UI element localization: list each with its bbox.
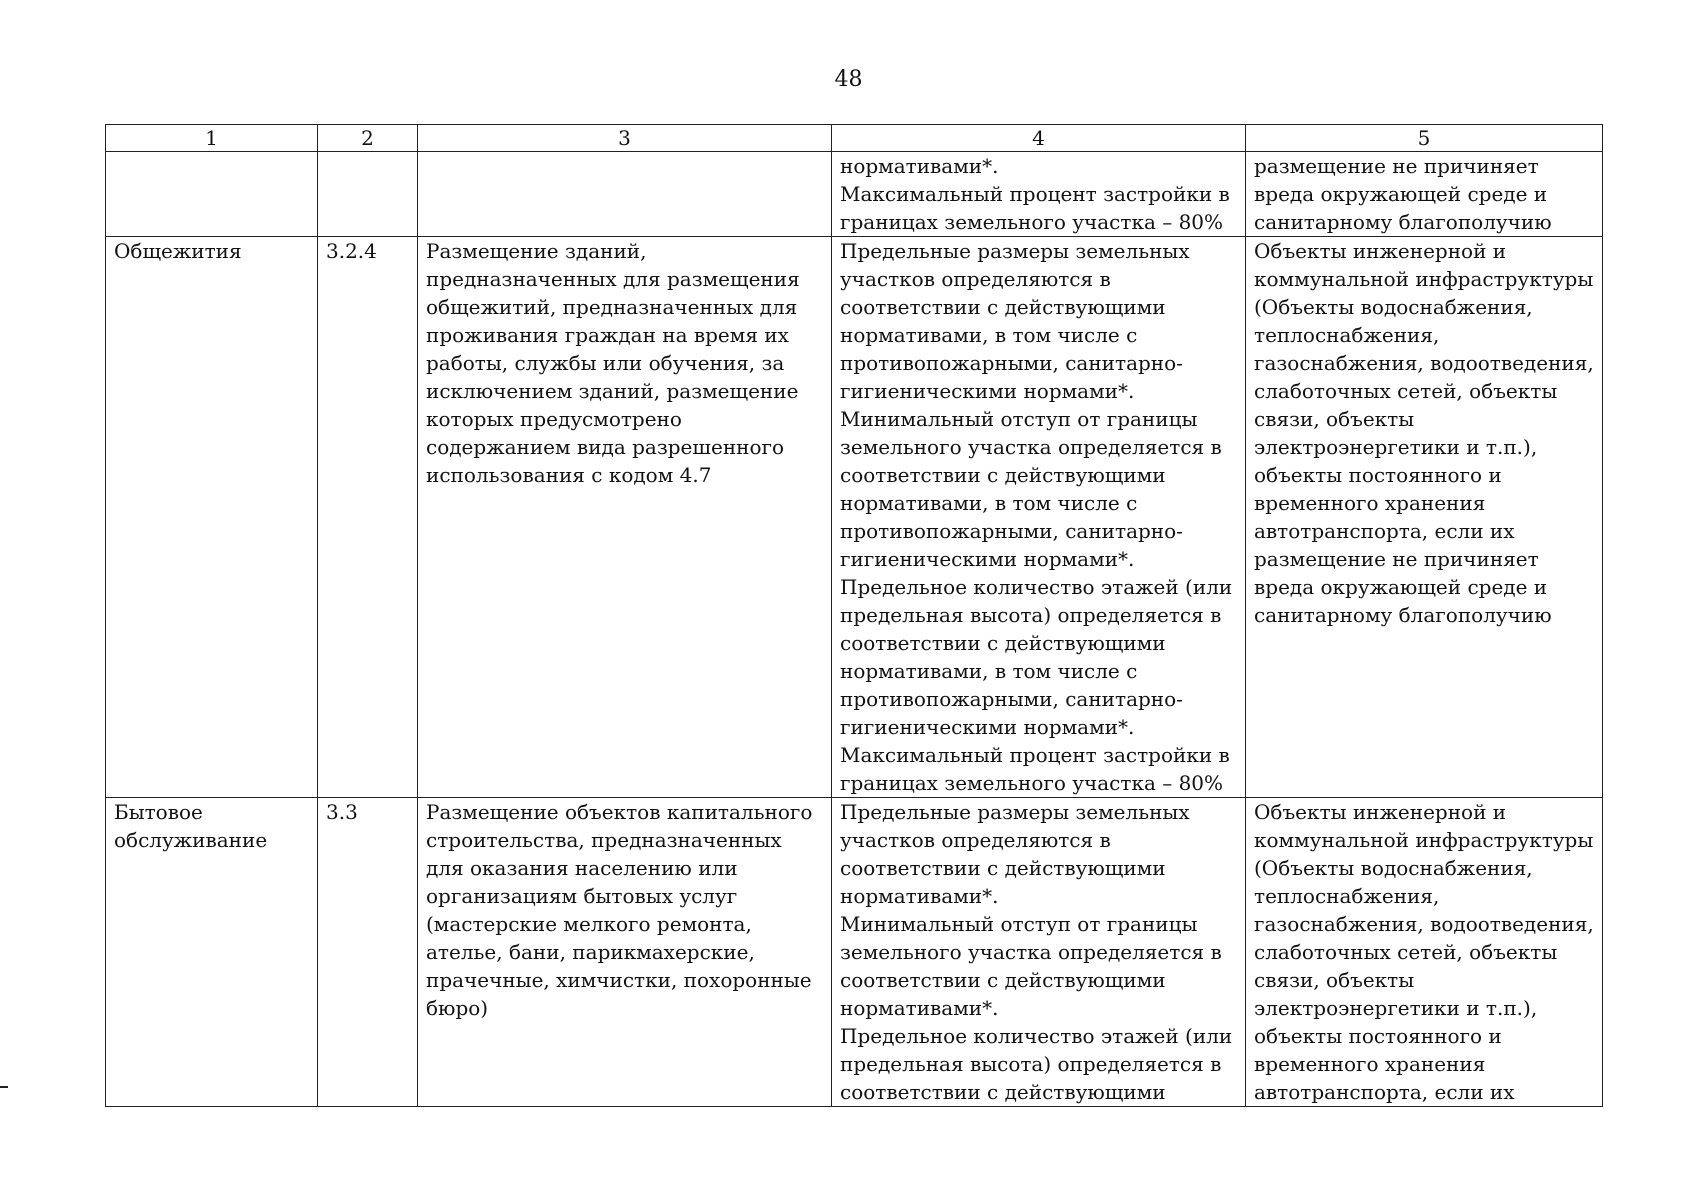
cell-auxiliary-uses: размещение не причиняет вреда окружающей среде и санитарному благополучию bbox=[1246, 152, 1603, 237]
column-header-3: 3 bbox=[418, 125, 832, 152]
parameter-paragraph: Предельное количество этажей (или предельная высота) определяется в соответствии с действующими bbox=[840, 1024, 1233, 1104]
cell-auxiliary-uses: Объекты инженерной и коммунальной инфраструктуры (Объекты водоснабжения, теплоснабжения, газоснабжения, водоотведения, слаботочных сетей, объекты связи, объекты электроэнергетики и т.п.), объекты постоянного и временного хранения автотранспорта, если их размещение не причиняет вреда окружающей среде и санитарному благополучию bbox=[1246, 237, 1603, 798]
table-header-row bbox=[106, 125, 1603, 152]
edge-mark bbox=[0, 1086, 8, 1088]
page-number: 48 bbox=[834, 67, 863, 92]
parameter-paragraph: Предельные размеры земельных участков определяются в соответствии с действующими нормативами*. bbox=[840, 800, 1190, 908]
parameter-paragraph: Минимальный отступ от границы земельного участка определяется в соответствии с действующими нормативами*. bbox=[840, 912, 1222, 1020]
cell-auxiliary-uses: Объекты инженерной и коммунальной инфраструктуры (Объекты водоснабжения, теплоснабжения, газоснабжения, водоотведения, слаботочных сетей, объекты связи, объекты электроэнергетики и т.п.), объекты постоянного и временного хранения автотранспорта, если их bbox=[1246, 798, 1603, 1107]
cell-use-code: 3.2.4 bbox=[318, 237, 418, 798]
column-header-4: 4 bbox=[832, 125, 1246, 152]
cell-use-name: Бытовое обслуживание bbox=[106, 798, 318, 1107]
regulations-table bbox=[105, 124, 1603, 1107]
parameter-paragraph: Минимальный отступ от границы земельного участка определяется в соответствии с действующими нормативами, в том числе с противопожарными, санитарно-гигиеническими нормами*. bbox=[840, 407, 1222, 571]
parameters-text bbox=[840, 237, 1237, 797]
cell-use-code: 3.3 bbox=[318, 798, 418, 1107]
cell-use-code bbox=[318, 152, 418, 237]
parameter-paragraph: Предельное количество этажей (или предельная высота) определяется в соответствии с действующими нормативами, в том числе с противопожарными, санитарно-гигиеническими нормами*. bbox=[840, 575, 1233, 739]
cell-use-name: Общежития bbox=[106, 237, 318, 798]
parameter-paragraph: Максимальный процент застройки в границах земельного участка – 80% bbox=[840, 182, 1230, 234]
parameter-paragraph: Максимальный процент застройки в границах земельного участка – 80% bbox=[840, 743, 1230, 795]
cell-use-description: Размещение зданий, предназначенных для размещения общежитий, предназначенных для проживания граждан на время их работы, службы или обучения, за исключением зданий, размещение которых предусмотрено содержанием вида разрешенного использования с кодом 4.7 bbox=[418, 237, 832, 798]
column-header-1: 1 bbox=[106, 125, 318, 152]
table-row-continuation bbox=[106, 152, 1603, 237]
cell-use-parameters bbox=[832, 798, 1246, 1107]
parameter-paragraph: нормативами*. bbox=[840, 154, 999, 178]
cell-use-description: Размещение объектов капитального строительства, предназначенных для оказания населению или организациям бытовых услуг (мастерские мелкого ремонта, ателье, бани, парикмахерские, прачечные, химчистки, похоронные бюро) bbox=[418, 798, 832, 1107]
cell-use-name bbox=[106, 152, 318, 237]
column-header-2: 2 bbox=[318, 125, 418, 152]
table-row-dormitories bbox=[106, 237, 1603, 798]
column-header-5: 5 bbox=[1246, 125, 1603, 152]
cell-use-parameters bbox=[832, 152, 1246, 237]
parameters-text bbox=[840, 798, 1237, 1106]
cell-use-parameters bbox=[832, 237, 1246, 798]
table-row-consumer-services bbox=[106, 798, 1603, 1107]
parameters-text bbox=[840, 152, 1237, 236]
parameter-paragraph: Предельные размеры земельных участков определяются в соответствии с действующими нормативами, в том числе с противопожарными, санитарно-гигиеническими нормами*. bbox=[840, 239, 1190, 403]
cell-use-description bbox=[418, 152, 832, 237]
